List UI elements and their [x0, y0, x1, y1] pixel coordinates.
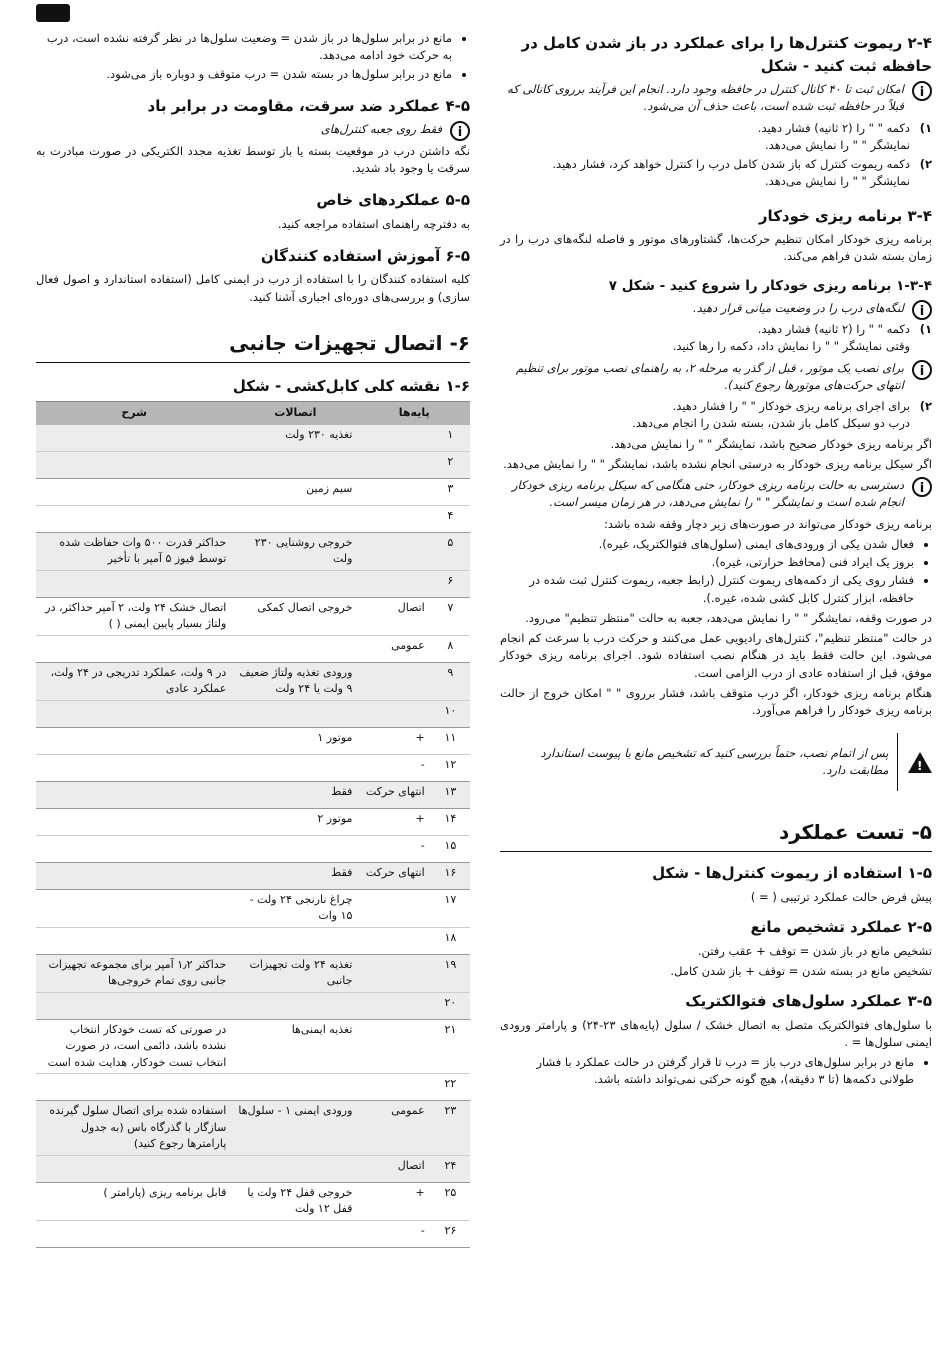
- section-4-2-steps: [500, 120, 932, 191]
- section-4-3-paragraph: برنامه ریزی خودکار امکان تنظیم حرکت‌ها، گشتاورهای موتور و فاصله لنگه‌های درب را در زمان بسته شدن فراهم می‌کند.: [500, 232, 932, 264]
- step-text: نمایشگر " " را نمایش می‌دهد.: [765, 137, 910, 152]
- note-text: لنگه‌های درب را در وضعیت میانی قرار دهید.: [692, 300, 904, 315]
- section-4-3-1-title: ۱-۳-۴ برنامه ریزی خودکار را شروع کنید - شکل ۷: [608, 277, 932, 294]
- warning-divider: [897, 733, 899, 791]
- paragraph: با سلول‌های فتوالکتریک متصل به اتصال خشک / سلول (پایه‌های ۲۳-۲۴) و پارامتر ورودی ایمنی سلول‌ها = .: [500, 1017, 932, 1049]
- table-row: [36, 781, 470, 808]
- section-4-3-title: ۳-۴ برنامه ریزی خودکار: [758, 206, 932, 225]
- list-item: • مانع در برابر سلول‌های درب باز = درب تا قرار گرفتن در حالت عملکرد با فشار طولانی دکمه‌ها (تا ۳ دقیقه)، هیچ گونه حرکتی نمی‌تواند داشته باشد.: [500, 1054, 914, 1089]
- list-item: • بروز یک ایراد فنی (محافظ حرارتی، غیره).: [500, 554, 914, 571]
- step-text: دکمه " " را (۲ ثانیه) فشار دهید.: [757, 322, 910, 336]
- polarity-cell: [358, 570, 430, 597]
- description-cell: [36, 451, 232, 478]
- info-icon: i: [912, 360, 932, 380]
- step-text: درب دو سیکل کامل باز شدن، بسته شدن را انجام می‌دهد.: [632, 416, 910, 431]
- paragraph: پیش فرض حالت عملکرد ترتیبی ( = ): [750, 889, 932, 904]
- pin-cell: ۱۲: [431, 754, 470, 781]
- polarity-cell: [358, 478, 430, 505]
- polarity-cell: [358, 451, 430, 478]
- wiring-table: [36, 401, 470, 1248]
- connection-cell: [232, 570, 358, 597]
- polarity-cell: [358, 425, 430, 452]
- step-number: ۱): [919, 322, 932, 336]
- paragraph: به دفترچه راهنمای استفاده مراجعه کنید.: [277, 216, 470, 231]
- pin-cell: ۵: [431, 532, 470, 570]
- table-row: [36, 478, 470, 505]
- pin-cell: ۲۵: [431, 1182, 470, 1220]
- table-row: [36, 505, 470, 532]
- polarity-cell: [358, 1019, 430, 1074]
- header-pins: پایه‌ها: [358, 402, 470, 425]
- connection-cell: [232, 754, 358, 781]
- table-row: [36, 662, 470, 700]
- polarity-cell: عمومی: [358, 635, 430, 662]
- step-item: [500, 398, 932, 433]
- description-cell: [36, 635, 232, 662]
- description-cell: [36, 727, 232, 754]
- connection-cell: خروجی اتصال کمکی: [232, 597, 358, 635]
- info-icon: i: [912, 81, 932, 101]
- info-icon: i: [912, 300, 932, 320]
- cells-list-continued: [36, 30, 470, 83]
- polarity-cell: +: [358, 727, 430, 754]
- table-row: [36, 700, 470, 727]
- pin-cell: ۲۴: [431, 1155, 470, 1182]
- pin-cell: ۷: [431, 597, 470, 635]
- connection-cell: خروجی قفل ۲۴ ولت یا قفل ۱۲ ولت: [232, 1182, 358, 1220]
- step-number: ۲): [919, 157, 932, 171]
- step-text: دکمه " " را (۲ ثانیه) فشار دهید.: [757, 120, 910, 135]
- polarity-cell: [358, 505, 430, 532]
- pin-cell: ۸: [431, 635, 470, 662]
- step-text: برای اجرای برنامه ریزی خودکار " " را فشار دهید.: [672, 399, 910, 413]
- paragraph: تشخیص مانع در بسته شدن = توقف + باز شدن کامل.: [670, 963, 932, 978]
- pin-cell: ۱۴: [431, 808, 470, 835]
- section-5-5-title: ۵-۵ عملکردهای خاص: [316, 191, 470, 209]
- polarity-cell: اتصال: [358, 597, 430, 635]
- step-item: [500, 156, 932, 191]
- connection-cell: [232, 700, 358, 727]
- connection-cell: [232, 1220, 358, 1247]
- note-text: دسترسی به حالت برنامه ریزی خودکار، حتی هنگامی که سیکل برنامه ریزی خودکار انجام شده است و نمایشگر " " را نمایش می‌دهد، در هر زمان میسر است.: [511, 478, 904, 510]
- section-4-3-1-note-2: [500, 360, 932, 395]
- polarity-cell: اتصال: [358, 1155, 430, 1182]
- description-cell: اتصال خشک ۲۴ ولت، ۲ آمپر حداکثر، در ولتاژ بسیار پایین ایمنی ( ): [36, 597, 232, 635]
- connection-cell: موتور ۲: [232, 808, 358, 835]
- list-item: • فشار روی یکی از دکمه‌های ریموت کنترل (رابط جعبه، ریموت کنترل ثبت شده در حافظه، ابزار کنترل کابل کشی شده، غیره.).: [500, 572, 914, 607]
- pin-cell: ۱۶: [431, 862, 470, 889]
- warning-icon: [908, 752, 932, 773]
- table-row: [36, 635, 470, 662]
- description-cell: [36, 992, 232, 1019]
- section-5-title: ۵- تست عملکرد: [500, 817, 932, 852]
- pin-cell: ۱۳: [431, 781, 470, 808]
- cells-list: [500, 1054, 932, 1089]
- connection-cell: خروجی روشنایی ۲۳۰ ولت: [232, 532, 358, 570]
- table-row: [36, 532, 470, 570]
- connection-cell: [232, 992, 358, 1019]
- description-cell: قابل برنامه ریزی (پارامتر ): [36, 1182, 232, 1220]
- section-6-title: ۶- اتصال تجهیزات جانبی: [36, 328, 470, 363]
- description-cell: [36, 700, 232, 727]
- connection-cell: تغذیه ۲۴ ولت تجهیزات جانبی: [232, 954, 358, 992]
- description-cell: [36, 835, 232, 862]
- paragraph: تشخیص مانع در باز شدن = توقف + عقب رفتن.: [697, 943, 932, 958]
- table-row: [36, 570, 470, 597]
- pin-cell: ۲: [431, 451, 470, 478]
- warning-box: [500, 733, 932, 791]
- info-icon: i: [450, 121, 470, 141]
- connection-cell: چراغ نارنجی ۲۴ ولت - ۱۵ وات: [232, 889, 358, 927]
- polarity-cell: +: [358, 1182, 430, 1220]
- paragraph: در صورت وقفه، نمایشگر " " را نمایش می‌دهد، جعبه به حالت "منتظر تنظیم" می‌رود.: [525, 610, 932, 625]
- polarity-cell: -: [358, 1220, 430, 1247]
- paragraph: هنگام برنامه ریزی خودکار، اگر درب متوقف باشد، فشار برروی " " امکان خروج از حالت برنامه ریزی خودکار را فراهم می‌آورد.: [500, 685, 932, 717]
- pin-cell: ۱: [431, 425, 470, 452]
- connection-cell: [232, 835, 358, 862]
- polarity-cell: [358, 954, 430, 992]
- section-5-3-title: ۳-۵ عملکرد سلول‌های فتوالکتریک: [685, 992, 932, 1010]
- table-row: [36, 808, 470, 835]
- pin-cell: ۱۸: [431, 927, 470, 954]
- table-row: [36, 1155, 470, 1182]
- pin-cell: ۲۰: [431, 992, 470, 1019]
- pin-cell: ۳: [431, 478, 470, 505]
- polarity-cell: انتهای حرکت: [358, 862, 430, 889]
- polarity-cell: [358, 532, 430, 570]
- header-connections: اتصالات: [232, 402, 358, 425]
- interruption-list: [500, 536, 932, 607]
- table-row: [36, 451, 470, 478]
- pin-cell: ۱۱: [431, 727, 470, 754]
- description-cell: [36, 1220, 232, 1247]
- note-text: فقط روی جعبه کنترل‌های: [320, 122, 442, 137]
- wiring-table-body: [36, 425, 470, 1248]
- description-cell: [36, 425, 232, 452]
- step-text: وقتی نمایشگر " " را نمایش داد، دکمه را رها کنید.: [672, 339, 910, 354]
- polarity-cell: -: [358, 754, 430, 781]
- list-item: • مانع در برابر سلول‌ها در بسته شدن = درب متوقف و دوباره باز می‌شود.: [36, 66, 452, 83]
- section-4-3-1-note-3: [500, 477, 932, 512]
- table-row: [36, 954, 470, 992]
- table-row: [36, 597, 470, 635]
- description-cell: در صورتی که تست خودکار انتخاب نشده باشد، دائمی است، در صورت انتخاب تست خودکار، هدایت شده است: [36, 1019, 232, 1074]
- connection-cell: [232, 635, 358, 662]
- table-row: [36, 835, 470, 862]
- section-4-2-note: [500, 81, 932, 116]
- pin-cell: ۱۷: [431, 889, 470, 927]
- connection-cell: تغذیه ایمنی‌ها: [232, 1019, 358, 1074]
- pin-cell: ۶: [431, 570, 470, 597]
- connection-cell: [232, 1155, 358, 1182]
- table-row: [36, 1182, 470, 1220]
- table-row: [36, 992, 470, 1019]
- pin-cell: ۴: [431, 505, 470, 532]
- pin-cell: ۱۵: [431, 835, 470, 862]
- pin-cell: ۲۳: [431, 1101, 470, 1156]
- table-row: [36, 1019, 470, 1074]
- warning-text: پس از اتمام نصب، حتماً بررسی کنید که تشخیص مانع با پیوست استاندارد مطابقت دارد.: [540, 746, 889, 778]
- section-5-1-title: ۱-۵ استفاده از ریموت کنترل‌ها - شکل: [652, 864, 932, 883]
- connection-cell: [232, 1074, 358, 1101]
- connection-cell: [232, 451, 358, 478]
- step-item: [500, 321, 932, 356]
- description-cell: [36, 781, 232, 808]
- description-cell: در ۹ ولت، عملکرد تدریجی در ۲۴ ولت، عملکرد عادی: [36, 662, 232, 700]
- connection-cell: [232, 927, 358, 954]
- description-cell: حداکثر ۱٫۲ آمپر برای مجموعه تجهیزات جانبی روی تمام خروجی‌ها: [36, 954, 232, 992]
- description-cell: [36, 889, 232, 927]
- pin-cell: ۱۰: [431, 700, 470, 727]
- table-row: [36, 1074, 470, 1101]
- paragraph: کلیه استفاده کنندگان را با استفاده از درب در ایمنی کامل (استفاده استاندارد و اصول فعال سازی) و بررسی‌های دوره‌ای اجباری آشنا کنید.: [36, 272, 470, 304]
- connection-cell: فقط: [232, 781, 358, 808]
- table-row: [36, 754, 470, 781]
- list-item: • مانع در برابر سلول‌ها در باز شدن = وضعیت سلول‌ها در نظر گرفته نشده است، درب به حرکت خود ادامه می‌دهد.: [36, 30, 452, 65]
- pin-cell: ۲۲: [431, 1074, 470, 1101]
- connection-cell: فقط: [232, 862, 358, 889]
- description-cell: حداکثر قدرت ۵۰۰ وات حفاظت شده توسط فیوز ۵ آمپر با تأخیر: [36, 532, 232, 570]
- description-cell: [36, 1074, 232, 1101]
- pin-cell: ۲۱: [431, 1019, 470, 1074]
- polarity-cell: عمومی: [358, 1101, 430, 1156]
- polarity-cell: [358, 1074, 430, 1101]
- description-cell: [36, 505, 232, 532]
- paragraph: اگر سیکل برنامه ریزی خودکار به درستی انجام نشده باشد، نمایشگر " " را نمایش می‌دهد.: [503, 456, 932, 471]
- table-row: [36, 889, 470, 927]
- polarity-cell: [358, 662, 430, 700]
- section-5-6-title: ۶-۵ آموزش استفاده کنندگان: [260, 246, 470, 265]
- section-5-4-note: [36, 121, 470, 141]
- polarity-cell: -: [358, 835, 430, 862]
- section-4-3-1-step-1: [500, 321, 932, 356]
- section-4-2-title: ۲-۴ ریموت کنترل‌ها را برای عملکرد در باز شدن کامل در حافظه ثبت کنید - شکل: [521, 34, 932, 75]
- section-5-2-title: ۲-۵ عملکرد تشخیص مانع: [750, 918, 932, 936]
- section-4-2-note-text: امکان ثبت تا ۴۰ کانال کنترل در حافظه وجود دارد. انجام این فرآیند برروی کانالی که قبلاً در حافظه ثبت شده است، باعث حذف آن می‌شود.: [507, 82, 904, 114]
- description-cell: [36, 927, 232, 954]
- description-cell: [36, 862, 232, 889]
- section-6-1-title: ۱-۶ نقشه کلی کابل‌کشی - شکل: [232, 376, 470, 395]
- polarity-cell: +: [358, 808, 430, 835]
- paragraph: اگر برنامه ریزی خودکار صحیح باشد، نمایشگر " " را نمایش می‌دهد.: [610, 436, 932, 451]
- table-header-row: [36, 402, 470, 425]
- polarity-cell: [358, 992, 430, 1019]
- description-cell: [36, 570, 232, 597]
- step-number: ۱): [919, 120, 932, 135]
- step-text: دکمه ریموت کنترل که باز شدن کامل درب را کنترل خواهد کرد، فشار دهید.: [552, 157, 910, 171]
- table-row: [36, 425, 470, 452]
- description-cell: [36, 1155, 232, 1182]
- description-cell: [36, 754, 232, 781]
- pin-cell: ۱۹: [431, 954, 470, 992]
- table-row: [36, 1101, 470, 1156]
- polarity-cell: [358, 700, 430, 727]
- connection-cell: موتور ۱: [232, 727, 358, 754]
- connection-cell: [232, 505, 358, 532]
- step-number: ۲): [919, 399, 932, 413]
- table-row: [36, 862, 470, 889]
- polarity-cell: [358, 889, 430, 927]
- description-cell: استفاده شده برای اتصال سلول گیرنده سازگار با گذرگاه باس (به جدول پارامترها رجوع کنید): [36, 1101, 232, 1156]
- step-text: نمایشگر " " را نمایش می‌دهد.: [765, 174, 910, 189]
- section-4-3-1-note-1: [500, 300, 932, 317]
- polarity-cell: [358, 927, 430, 954]
- description-cell: [36, 808, 232, 835]
- right-column: [500, 28, 932, 1091]
- section-4-3-1-step-2: [500, 398, 932, 433]
- paragraph: برنامه ریزی خودکار می‌تواند در صورت‌های زیر دچار وقفه شده باشد:: [604, 516, 932, 531]
- description-cell: [36, 478, 232, 505]
- info-icon: i: [912, 477, 932, 497]
- pin-cell: ۹: [431, 662, 470, 700]
- table-row: [36, 727, 470, 754]
- left-column: [36, 28, 470, 1248]
- header-description: شرح: [36, 402, 232, 425]
- connection-cell: ورودی ایمنی ۱ - سلول‌ها: [232, 1101, 358, 1156]
- table-row: [36, 927, 470, 954]
- paragraph: نگه داشتن درب در موقعیت بسته یا باز توسط تغذیه مجدد الکتریکی در صورت مبادرت به سرقت یا وجود باد شدید.: [36, 143, 470, 175]
- polarity-cell: انتهای حرکت: [358, 781, 430, 808]
- table-row: [36, 1220, 470, 1247]
- step-item: [500, 120, 932, 155]
- section-5-4-title: ۴-۵ عملکرد ضد سرقت، مقاومت در برابر باد: [147, 96, 470, 115]
- paragraph: در حالت "منتظر تنظیم"، کنترل‌های رادیویی عمل می‌کنند و حرکت درب با سرعت کم انجام می‌شود. این حالت فقط باید در هنگام نصب استفاده شود. اجرای برنامه ریزی خودکار موفق، قبل از استفاده عادی از درب الزامی است.: [500, 631, 932, 680]
- pin-cell: ۲۶: [431, 1220, 470, 1247]
- page-tab-marker: [36, 4, 70, 22]
- connection-cell: تغذیه ۲۳۰ ولت: [232, 425, 358, 452]
- connection-cell: ورودی تغذیه ولتاژ ضعیف ۹ ولت یا ۲۴ ولت: [232, 662, 358, 700]
- note-text: برای نصب یک موتور ، قبل از گذر به مرحله ۲، به راهنمای نصب موتور برای تنظیم انتهای حرکت‌های موتورها رجوع کنید).: [515, 360, 904, 392]
- list-item: • فعال شدن یکی از ورودی‌های ایمنی (سلول‌های فتوالکتریک، غیره).: [500, 536, 914, 553]
- connection-cell: سیم زمین: [232, 478, 358, 505]
